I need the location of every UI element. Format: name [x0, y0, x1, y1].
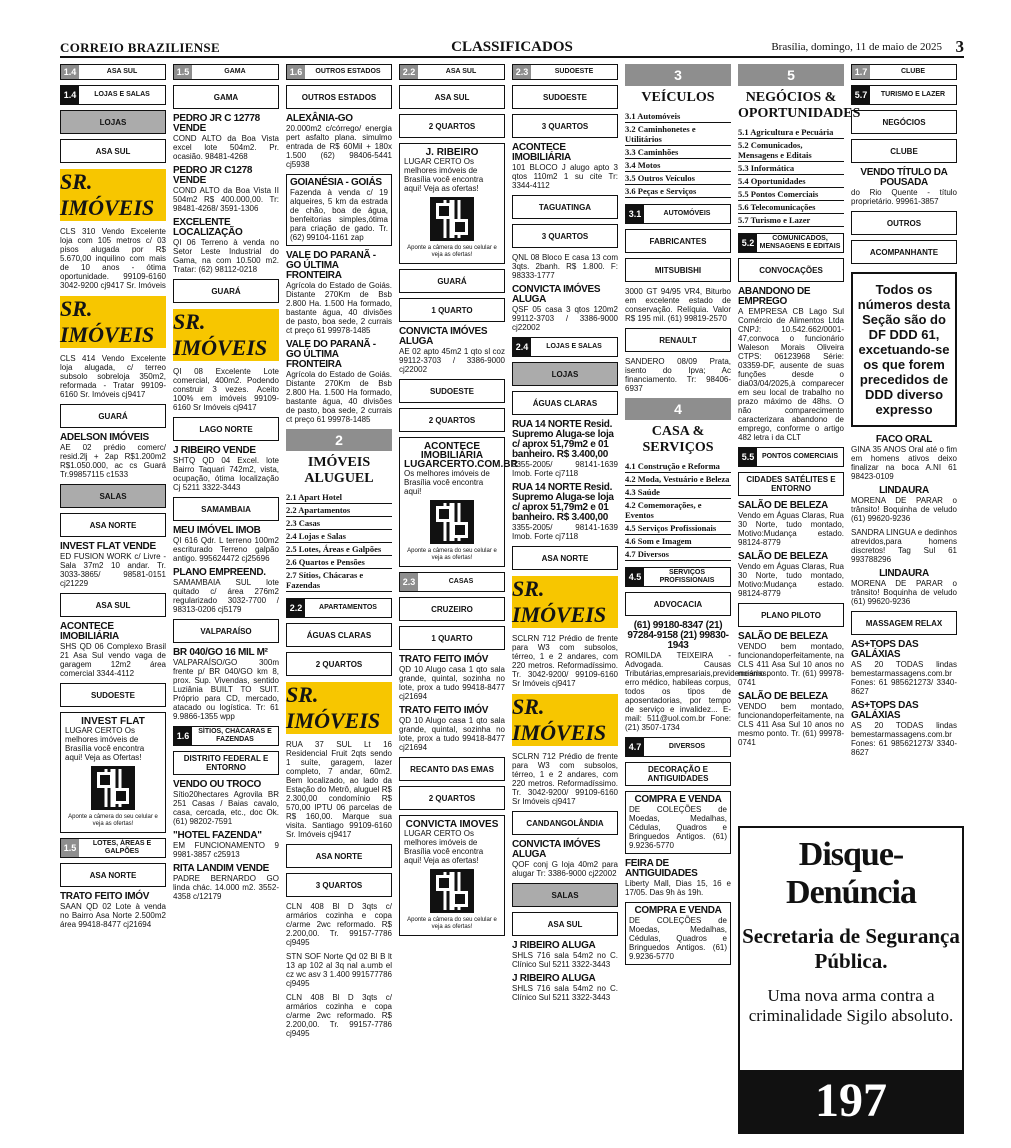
- classified-ad: FACO ORAL GINA 35 ANOS Oral até o fim em homens ativos deixo finalizar na boca A.NI 61 98423-0109: [851, 434, 957, 481]
- disque-denuncia-ad: [738, 826, 964, 1134]
- category-box: FABRICANTES: [625, 229, 731, 253]
- classified-ad: PLANO EMPREEND. SAMAMBAIA SUL lote quitado c/ área 276m2 regularizado 3032-7700 / 98313-0206 cj5179: [173, 567, 279, 614]
- category-box: CIDADES SATÉLITES E ENTORNO: [738, 472, 844, 496]
- sr-imoveis-logo: SR. IMÓVEIS: [173, 309, 279, 361]
- category-box: 2 QUARTOS: [399, 408, 505, 432]
- index-entry: 3.1 Automóveis: [625, 110, 731, 123]
- classified-ad: GOIANÉSIA - GOIÁS Fazenda à venda c/ 19 alqueires, 5 km da estrada de chão, boa de água, benfeitorias simples,ótima para criação de gado. Tr. (62) 99104-1161 zap: [286, 174, 392, 246]
- classified-ad: CONVICTA IMÓVES ALUGA QSF 05 casa 3 qtos 120m2 99112-3703 / 3386-9000 cj22002: [512, 284, 618, 332]
- category-box: DECORAÇÃO E ANTIGUIDADES: [625, 762, 731, 786]
- classified-ad: J RIBEIRO ALUGA SHLS 716 sala 54m2 no C. Clínico Sul 5211 3322-3443: [512, 973, 618, 1002]
- index-entry: 3.2 Caminhonetes e Utilitários: [625, 123, 731, 146]
- section-number: 3: [625, 64, 731, 86]
- classified-ad: MEU IMÓVEL IMOB QI 616 Qdr. L terreno 100m2 escriturado Terreno galpão antigo. 995624472 cj25696: [173, 525, 279, 563]
- category-box: GAMA: [173, 85, 279, 109]
- category-box: 1 QUARTO: [399, 298, 505, 322]
- category-box: CLUBE: [851, 139, 957, 163]
- publication-name: CORREIO BRAZILIENSE: [60, 40, 220, 55]
- index-entry: 3.4 Motos: [625, 159, 731, 172]
- category-box: 3 QUARTOS: [286, 873, 392, 897]
- column-7: [738, 64, 861, 822]
- classified-ad: LINDAURA MORENA DE PARAR o trânsito! Boquinha de veludo (61) 99620-9236: [851, 568, 957, 606]
- classified-ad: VENDO TÍTULO DA POUSADA do Rio Quente - título proprietário. 99961-3857: [851, 167, 957, 206]
- classified-ad: COMPRA E VENDA DE COLEÇÕES de Moedas, Medalhas, Cédulas, Quadros e Bringuedos Antigos. (61) 9.9236-5770: [625, 791, 731, 854]
- classified-ad: CONVICTA IMÓVES ALUGA AE 02 apto 45m2 1 qto sl coz 99112-3703 / 3386-9000 cj22002: [399, 326, 505, 374]
- category-box: 2 QUARTOS: [286, 652, 392, 676]
- classified-ad: CLN 408 Bl D 3qts c/ armários cozinha e copa c/arme 2wc reformado. R$ 2.200,00. Tr. 99157-7786 cj9495: [286, 993, 392, 1038]
- category-box: SUDOESTE: [512, 85, 618, 109]
- classified-ad: VALE DO PARANÃ - GO ÚLTIMA FRONTEIRA Agrícola do Estado de Goiás. Distante 270Km de Bsb 2.800 Ha. 1.500 Ha formado, bastante água, 40 divisões de pasto, boa sede, 2 currais ct preço 61 99978-1485: [286, 250, 392, 335]
- category-box: CRUZEIRO: [399, 597, 505, 621]
- category-box: ASA NORTE: [60, 513, 166, 537]
- classified-ad: SALÃO DE BELEZA Vendo em Águas Claras, Rua 30 Norte, tudo montado, Motivo:Mudança estado. 98124-8779: [738, 500, 844, 547]
- category-box: GUARÁ: [60, 404, 166, 428]
- category-box: ASA SUL: [60, 139, 166, 163]
- page-header: [60, 36, 964, 58]
- index-entry: 3.6 Peças e Serviços: [625, 185, 731, 198]
- qr-ad: ACONTECE IMOBILIÁRIA LUGARCERTO.COM.BR Os melhores imóveis de Brasília você encontra aqui! Aponte a câmera do seu celular e veja as ofertas!: [399, 437, 505, 567]
- section-heading: CASA & SERVIÇOS: [642, 424, 714, 455]
- index-entry: 4.1 Construção e Reforma: [625, 460, 731, 473]
- section-heading: IMÓVEIS ALUGUEL: [304, 455, 374, 486]
- index-entry: 2.1 Apart Hotel: [286, 491, 392, 504]
- index-entry: 2.3 Casas: [286, 517, 392, 530]
- category-box: LOJAS: [60, 110, 166, 134]
- section-heading: VEÍCULOS: [641, 90, 715, 105]
- section-bar: 5.5 PONTOS COMERCIAIS: [738, 447, 844, 467]
- section-index: [738, 126, 844, 227]
- index-entry: 4.6 Som e Imagem: [625, 535, 731, 548]
- issue-date: Brasília, domingo, 11 de maio de 2025: [771, 41, 942, 53]
- category-box: PLANO PILOTO: [738, 603, 844, 627]
- category-box: ASA SUL: [60, 593, 166, 617]
- section-number: 4: [625, 398, 731, 420]
- category-box: OUTROS ESTADOS: [286, 85, 392, 109]
- sr-imoveis-logo: SR. IMÓVEIS: [512, 576, 618, 628]
- section-bar: 4.5 SERVIÇOS PROFISSIONAIS: [625, 567, 731, 587]
- classified-ad: TRATO FEITO IMÓV QD 10 Alugo casa 1 qto sala grande, quintal, sozinha no lote, prox a tudo 99418-8477 cj21694: [399, 654, 505, 701]
- section-bar: 2.3 SUDOESTE: [512, 64, 618, 80]
- column-1: [60, 64, 166, 1144]
- classified-ad: J RIBEIRO ALUGA SHLS 716 sala 54m2 no C. Clínico Sul 5211 3322-3443: [512, 940, 618, 969]
- index-entry: 4.5 Serviços Profissionais: [625, 522, 731, 535]
- section-bar: 1.4 ASA SUL: [60, 64, 166, 80]
- category-box: 3 QUARTOS: [512, 114, 618, 138]
- index-entry: 5.2 Comunicados, Mensagens e Editais: [738, 139, 844, 162]
- category-box: DISTRITO FEDERAL E ENTORNO: [173, 751, 279, 775]
- classified-ad: ADELSON IMÓVEIS AE 02 prédio comerc/ resid.2lj + 2ap R$1.200m2 R$1.050.000, ac cs Guará Tr.99857115 c1533: [60, 432, 166, 479]
- classified-ad: AS+TOPS DAS GALÁXIAS AS 20 TODAS lindas bemestarmassagens.com.br Fones: 61 985621273/ 3340-8627: [851, 700, 957, 757]
- classified-ad: CLS 414 Vendo Excelente loja alugada, c/ terreo subsolo sobreloja 350m2, reformada - Tratar 99109-6160 Sr. Imóveis cj9417: [60, 354, 166, 399]
- index-entry: 3.3 Caminhões: [625, 146, 731, 159]
- section-bar: 4.7 DIVERSOS: [625, 737, 731, 757]
- qr-code-icon[interactable]: [430, 197, 474, 241]
- classified-ad: FEIRA DE ANTIGUIDADES Liberty Mall, Dias 15, 16 e 17/05. Das 9h às 19h.: [625, 858, 731, 897]
- index-entry: 4.2 Moda, Vestuário e Beleza: [625, 474, 730, 484]
- index-entry: 2.5 Lotes, Áreas e Galpões: [286, 543, 392, 556]
- index-entry: 5.6 Telecomunicações: [738, 201, 844, 214]
- section-bar: 1.5 GAMA: [173, 64, 279, 80]
- sr-imoveis-logo: SR. IMÓVEIS: [512, 694, 618, 746]
- sr-imoveis-logo: SR. IMÓVEIS: [60, 296, 166, 348]
- classified-ad: J RIBEIRO VENDE SHTQ QD 04 Excel. lote Bairro Taquari 742m2, vista, ocupação, ótima localização Cj 5211 3322-3443: [173, 445, 279, 492]
- category-box: TAGUATINGA: [512, 195, 618, 219]
- category-box: CANDANGOLÂNDIA: [512, 811, 618, 835]
- classified-ad: PEDRO JR C1278 VENDE COND ALTO da Boa Vista II 504m2 R$ 400.000,00. Tr: 98481-4268/ 3591-1306: [173, 165, 279, 213]
- disque-slogan: Uma nova arma contra a criminalidade Sigilo absoluto.: [748, 986, 954, 1025]
- qr-ad: INVEST FLAT LUGAR CERTO Os melhores imóveis de Brasília você encontra aqui! Veja as Ofertas! Aponte a câmera do seu celular e veja as ofertas!: [60, 712, 166, 833]
- classified-ad: CLN 408 Bl D 3qts c/ armários cozinha e copa c/arme 2wc reformado. R$ 2.200,00. Tr. 99157-7786 cj9495: [286, 902, 392, 947]
- category-box: OUTROS: [851, 211, 957, 235]
- classified-ad: EXCELENTE LOCALIZAÇÃO QI 06 Terreno à venda no Setor Leste Industrial do Gama, na com 10.500 m2. Tratar: (62) 98112-0218: [173, 217, 279, 274]
- category-box: SUDOESTE: [60, 683, 166, 707]
- section-bar: 1.6 SÍTIOS, CHÁCARAS E FAZENDAS: [173, 726, 279, 746]
- index-entry: 3.5 Outros Veículos: [625, 172, 731, 185]
- classified-ad: SALÃO DE BELEZA VENDO bem montado, funcionandoperfeitamente, na CLS 411 Asa Sul 10 anos no mesmo ponto. Tr. (61) 99978-0741: [738, 631, 844, 687]
- classified-ad: ALEXÂNIA-GO 20.000m2 c/córrego/ energia pert asfalto plana. simulmo entrada de R$ 60Mil + 180x 1.500 (62) 98406-5441 cj5938: [286, 113, 392, 169]
- classified-ad: COMPRA E VENDA DE COLEÇÕES de Moedas, Medalhas, Cédulas, Quadros e Bringuedos Antigos. (61) 9.9236-5770: [625, 902, 731, 965]
- classified-ad: AS+TOPS DAS GALÁXIAS AS 20 TODAS lindas bemestarmassagens.com.br Fones: 61 985621273/ 3340-8627: [851, 639, 957, 696]
- section-bar: 1.6 OUTROS ESTADOS: [286, 64, 392, 80]
- category-box: NEGÓCIOS: [851, 110, 957, 134]
- classified-ad: CLS 310 Vendo Excelente loja com 105 metros c/ 03 pisos alugada por R$ 5.670,00 inquilino com mais de 10 anos - ótima oportunidade. 99109-6160 3042-9200 cj9417 Sr. Imóveis: [60, 227, 166, 290]
- index-entry: 5.3 Informática: [738, 162, 844, 175]
- section-index: [625, 110, 731, 198]
- qr-code-icon[interactable]: [430, 500, 474, 544]
- classified-ad: TRATO FEITO IMÓV SAAN QD 02 Lote à venda no Bairro Asa Norte 2.500m2 área 99418-8477 cj21694: [60, 891, 166, 929]
- category-box: ASA NORTE: [286, 844, 392, 868]
- classified-ad: INVEST FLAT VENDE ED FUSION WORK c/ Livre - Sala 37m2 10 andar. Tr. 3033-3865/ 98581-0151 cj21229: [60, 541, 166, 588]
- classified-ad: TRATO FEITO IMÓV QD 10 Alugo casa 1 qto sala grande, quintal, sozinha no lote, prox a tudo 99418-8477 cj21694: [399, 705, 505, 752]
- section-index: [625, 460, 731, 561]
- ddd-notice: Todos os números desta Seção são do DF DDD 61, excetuando-se os que forem precedidos de DDD diverso expresso: [851, 272, 957, 427]
- column-5: [512, 64, 618, 1144]
- section-index: [286, 491, 392, 592]
- section-bar: 3.1 AUTOMÓVEIS: [625, 204, 731, 224]
- category-box: CONVOCAÇÕES: [738, 258, 844, 282]
- section-bar: 1.7 CLUBE: [851, 64, 957, 80]
- sr-imoveis-logo: SR. IMÓVEIS: [286, 682, 392, 734]
- classified-ad: LINDAURA MORENA DE PARAR o trânsito! Boquinha de veludo (61) 99620-9236: [851, 485, 957, 523]
- index-entry: 2.7 Sítios, Chácaras e Fazendas: [286, 569, 392, 592]
- qr-code-icon[interactable]: [430, 869, 474, 913]
- index-entry: 2.4 Lojas e Salas: [286, 530, 392, 543]
- section-number: 2: [286, 429, 392, 451]
- disque-agency: Secretaria de Segurança Pública.: [742, 924, 960, 973]
- index-entry: 5.1 Agricultura e Pecuária: [738, 126, 844, 139]
- qr-ad: J. RIBEIRO LUGAR CERTO Os melhores imóveis de Brasília você encontra aqui! Veja as ofertas! Aponte a câmera do seu celular e veja as ofertas!: [399, 143, 505, 264]
- category-box: LOJAS: [512, 362, 618, 386]
- classified-ad: (61) 99180-8347 (21) 97284-9158 (21) 99830-1943 ROMILDA TEIXEIRA - Advogada. Causas Tributárias,empresariais,previdenciárias, erro médico, habileas corpus, todos os tipos de aposentadorias, por tempo de serviço e invalidez... E-mail: 511@uol.com.br Fone: (21) 3507-1734: [625, 620, 769, 732]
- category-box: LAGO NORTE: [173, 417, 279, 441]
- section-bar: 5.7 TURISMO E LAZER: [851, 85, 957, 105]
- classified-ad: SALÃO DE BELEZA VENDO bem montado, funcionandoperfeitamente, na CLS 411 Asa Sul 10 anos no mesmo ponto. Tr. (61) 99978-0741: [738, 691, 844, 747]
- classified-ad: VENDO OU TROCO Sítio20hectares Agrovila BR 251 Casas / Baias cavalo, casa, cercada, etc., doc Ok. (61) 98202-7591: [173, 779, 279, 826]
- section-bar: 2.4 LOJAS E SALAS: [512, 337, 618, 357]
- qr-code-icon[interactable]: [91, 766, 135, 810]
- category-box: SALAS: [60, 484, 166, 508]
- column-4: [399, 64, 518, 1144]
- classified-ad: QI 08 Excelente Lote comercial, 400m2. Podendo construir 3 vezes. Aceito 100% em imóveis 99109-6160 Sr Imóveis cj9417: [173, 367, 279, 412]
- classified-ad: SCLRN 712 Prédio de frente para W3 com subsolos, térreo, 1 e 2 andares, com 220 metros. Reformadíssimo. Tr. 3042-9200/ 99109-6160 Sr Imóveis cj9417: [512, 634, 618, 688]
- category-box: MASSAGEM RELAX: [851, 611, 957, 635]
- index-entry: 5.7 Turismo e Lazer: [738, 214, 844, 227]
- category-box: RENAULT: [625, 328, 731, 352]
- category-box: ADVOCACIA: [625, 592, 731, 616]
- section-bar: 1.4 LOJAS E SALAS: [60, 85, 166, 105]
- disque-phone-number[interactable]: 197: [740, 1070, 962, 1132]
- category-box: VALPARAÍSO: [173, 619, 279, 643]
- index-entry: 4.2 Comemorações, e Eventos: [625, 499, 731, 522]
- category-box: ACOMPANHANTE: [851, 240, 957, 264]
- index-entry: 5.4 Oportunidades: [738, 175, 844, 188]
- section-title: CLASSIFICADOS: [451, 39, 573, 55]
- section-bar: 2.2 APARTAMENTOS: [286, 598, 392, 618]
- classified-ad: RUA 37 SUL Lt 16 Residencial Fruit 2qts sendo 1 suíte, garagem, lazer completo, 7 andar, 60m2. Bem localizado, ao lado da Estação do Metrô, aluguel R$ 2.300,00 condomínio R$ 570,00 IPTU 06 parcelas de R$ 160,00. Marque sua visita. Santiago 99109-6160 Sr. Imóveis cj9417: [286, 740, 392, 839]
- disque-title: Disque-Denúncia: [786, 836, 916, 911]
- qr-ad: CONVICTA IMOVES LUGAR CERTO Os melhores imóveis de Brasília você encontra aqui! Veja as ofertas! Aponte a câmera do seu celular e veja as ofertas!: [399, 815, 505, 936]
- category-box: SAMAMBAIA: [173, 497, 279, 521]
- category-box: SUDOESTE: [399, 379, 505, 403]
- classified-ad: SANDERO 08/09 Prata, isento do Ipva; Ac financiamento. Tr: 98406-6937: [625, 357, 731, 393]
- category-box: ÁGUAS CLARAS: [286, 623, 392, 647]
- index-entry: 4.3 Saúde: [625, 486, 731, 499]
- classified-ad: ABANDONO DE EMPREGO A EMPRESA CB Lago Sul Comércio de Alimentos Ltda CNPJ: 10.542.662/0001-47,convoca o funcionário Waleson Morais Oliveira CTPS: 06123968 Série: 03359-DF, ausente de suas funções desde o dia03/04/2025,à comparecer em seu local de trabalho no prazo máximo de 48hs. O não comparecimento caracterizara abandono de emprego, conforme o artigo 482 letra i da CLT: [738, 286, 844, 442]
- classified-ad: SALÃO DE BELEZA Vendo em Águas Claras, Rua 30 Norte, tudo montado, Motivo:Mudança estado. 98124-8779: [738, 551, 844, 598]
- page-number: 3: [955, 37, 964, 56]
- category-box: GUARÁ: [399, 269, 505, 293]
- classified-ad: ACONTECE IMOBILIÁRIA SHS QD 06 Complexo Brasil 21 Asa Sul vendo vaga de garagem 12m2 área comercial 3344-4112: [60, 621, 166, 678]
- column-3: [286, 64, 392, 1144]
- section-bar: 2.2 ASA SUL: [399, 64, 505, 80]
- category-box: GUARÁ: [173, 279, 279, 303]
- category-box: ÁGUAS CLARAS: [512, 391, 618, 415]
- category-box: ASA SUL: [512, 912, 618, 936]
- category-box: ASA NORTE: [60, 863, 166, 887]
- section-heading: NEGÓCIOS & OPORTUNIDADES: [738, 90, 861, 121]
- section-bar: 5.2 COMUNICADOS, MENSAGENS E EDITAIS: [738, 233, 844, 253]
- category-box: SALAS: [512, 883, 618, 907]
- classified-ad: SANDRA LINGUA e dedinhos atrevidos,para homens discretos! Tag Sul 61 993788296: [851, 528, 957, 564]
- index-entry: 5.5 Pontos Comerciais: [738, 188, 844, 201]
- index-entry: 4.7 Diversos: [625, 548, 731, 561]
- classified-ad: RITA LANDIM VENDE PADRE BERNARDO GO linda chác. 14.000 m2. 3552-4358 c/12179: [173, 863, 279, 901]
- classified-ad: 3000 GT 94/95 VR4, Biturbo em excelente estado de conservação. Relíquia. Valor R$ 195 mil. (61) 99819-2570: [625, 287, 731, 323]
- index-entry: 2.6 Quartos e Pensões: [286, 556, 392, 569]
- section-number: 5: [738, 64, 844, 86]
- sr-imoveis-logo: SR. IMÓVEIS: [60, 169, 166, 221]
- classified-ad: CONVICTA IMÓVES ALUGA QOF conj G loja 40m2 para alugar Tr: 3386-9000 cj22002: [512, 839, 618, 878]
- category-box: RECANTO DAS EMAS: [399, 757, 505, 781]
- category-box: 2 QUARTOS: [399, 114, 505, 138]
- index-entry: 2.2 Apartamentos: [286, 504, 392, 517]
- category-box: ASA SUL: [399, 85, 505, 109]
- classified-ad: STN SOF Norte Qd 02 Bl B lt 13 ap 102 al 3q nal a.umb el cz wc asv 3 1.400 991577786 cj9495: [286, 952, 392, 988]
- classified-ad: QNL 08 Bloco E casa 13 com 3qts. 2banh. R$ 1.800. F: 98333-1777: [512, 253, 618, 280]
- category-box: 2 QUARTOS: [399, 786, 505, 810]
- section-bar: 2.3 CASAS: [399, 572, 505, 592]
- classified-ad: BR 040/GO 16 MIL M² VALPARAÍSO/GO 300m frente p/ BR 040/GO km 8, prox. Sup. Vivendas, sentido Luziânia BUILT TO SUIT. Próprio para CD, mercado, atacado ou logística. Tr: 61 9.9866-1355 wpp: [173, 647, 279, 721]
- section-bar: 1.5 LOTES, ÁREAS E GALPÕES: [60, 838, 166, 858]
- classified-ad: RUA 14 NORTE Resid. Supremo Aluga-se loja c/ aprox 51,79m2 e 01 banheiro. R$ 3.400,00 3355-2005/ 98141-1639 Imob. Forte cj7118: [512, 482, 618, 541]
- classified-ad: "HOTEL FAZENDA" EM FUNCIONAMENTO 9 9981-3857 c25913: [173, 830, 279, 859]
- category-box: 1 QUARTO: [399, 626, 505, 650]
- classified-ad: PEDRO JR C 12778 VENDE COND ALTO da Boa Vista excel lote 504m2. Pr. ocasião. 98481-4268: [173, 113, 279, 161]
- classified-ad: RUA 14 NORTE Resid. Supremo Aluga-se loja c/ aprox 51,79m2 e 01 banheiro. R$ 3.400,00 3355-2005/ 98141-1639 Imob. Forte cj7118: [512, 419, 618, 478]
- classified-ad: SCLRN 712 Prédio de frente para W3 com subsolos, térreo, 1 e 2 andares, com 220 metros. Reformadíssimo. Tr. 3042-9200/ 99109-6160 Sr Imóveis cj9417: [512, 752, 618, 806]
- column-2: [173, 64, 279, 1144]
- category-box: ASA NORTE: [512, 546, 618, 570]
- classified-ad: ACONTECE IMOBILIÁRIA 101 BLOCO J alugo apto 3 qtos 110m2 1 su cite Tr: 3344-4112: [512, 142, 618, 190]
- column-8: [851, 64, 957, 822]
- category-box: MITSUBISHI: [625, 258, 731, 282]
- category-box: 3 QUARTOS: [512, 224, 618, 248]
- classified-ad: VALE DO PARANÃ - GO ÚLTIMA FRONTEIRA Agrícola do Estado de Goiás. Distante 270Km de Bsb 2.800 Ha. 1.500 Ha formado, bastante água, 40 divisões de pasto, boa sede, 2 currais ct preço 61 99978-1485: [286, 339, 392, 424]
